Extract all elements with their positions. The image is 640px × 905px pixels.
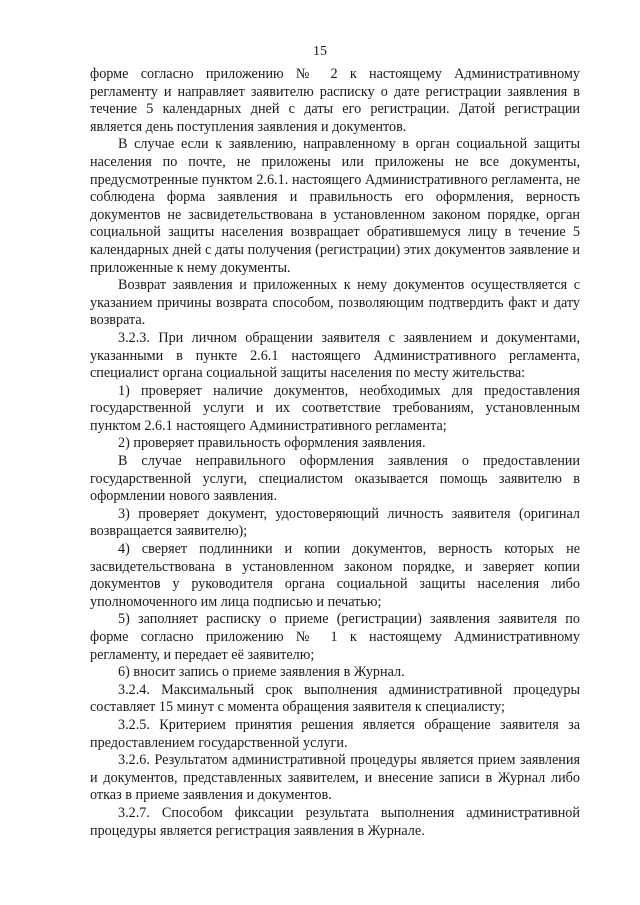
paragraph: 3.2.6. Результатом административной процедуры является прием заявления и документов, представленных заявителем, и внесение записи в Журнал либо отказ в приеме заявления и документов. <box>90 752 580 804</box>
paragraph: 1) проверяет наличие документов, необходимых для предоставления государственной услуги и их соответствие требованиям, установленным пунктом 2.6.1 настоящего Административного регламента; <box>90 382 580 434</box>
document-body <box>90 66 580 840</box>
paragraph: 3.2.5. Критерием принятия решения является обращение заявителя за предоставлением государственной услуги. <box>90 716 580 751</box>
paragraph: 3.2.3. При личном обращении заявителя с заявлением и документами, указанными в пункте 2.6.1 настоящего Административного регламента, специалист органа социальной защиты населения по месту жительства: <box>90 329 580 382</box>
paragraph: 5) заполняет расписку о приеме (регистрации) заявления заявителя по форме согласно приложению № 1 к настоящему Административному регламенту, и передает её заявителю; <box>90 611 580 663</box>
paragraph: форме согласно приложению № 2 к настоящему Административному регламенту и направляет заявителю расписку о дате регистрации заявления в течение 5 календарных дней с даты его регистрации. Датой регистрации является день поступления заявления и документов. <box>90 66 580 135</box>
paragraph: В случае если к заявлению, направленному в орган социальной защиты населения по почте, не приложены или приложены не все документы, предусмотренные пунктом 2.6.1. настоящего Административного регламента, не соблюдена форма заявления и правильность его оформления, верность документов не засвидетельствована в установленном законом порядке, орган социальной защиты населения возвращает обратившемуся лицу в течение 5 календарных дней с даты получения (регистрации) этих документов заявление и приложенные к нему документы. <box>90 136 580 276</box>
paragraph: 4) сверяет подлинники и копии документов, верность которых не засвидетельствована в установленном законом порядке, и заверяет копии документов у руководителя органа социальной защиты населения либо уполномоченного им лица подписью и печатью; <box>90 541 580 610</box>
paragraph: 3) проверяет документ, удостоверяющий личность заявителя (оригинал возвращается заявителю); <box>90 505 580 540</box>
paragraph: 3.2.4. Максимальный срок выполнения административной процедуры составляет 15 минут с момента обращения заявителя к специалисту; <box>90 681 580 716</box>
paragraph: 3.2.7. Способом фиксации результата выполнения административной процедуры является регистрация заявления в Журнале. <box>90 804 580 839</box>
paragraph: 2) проверяет правильность оформления заявления. <box>118 435 426 452</box>
paragraph: В случае неправильного оформления заявления о предоставлении государственной услуги, специалистом оказывается помощь заявителю в оформлении нового заявления. <box>90 453 580 505</box>
paragraph: 6) вносит запись о приеме заявления в Журнал. <box>118 664 405 681</box>
paragraph: Возврат заявления и приложенных к нему документов осуществляется с указанием причины возврата способом, позволяющим подтвердить факт и дату возврата. <box>90 277 580 329</box>
page-number: 15 <box>313 44 327 59</box>
